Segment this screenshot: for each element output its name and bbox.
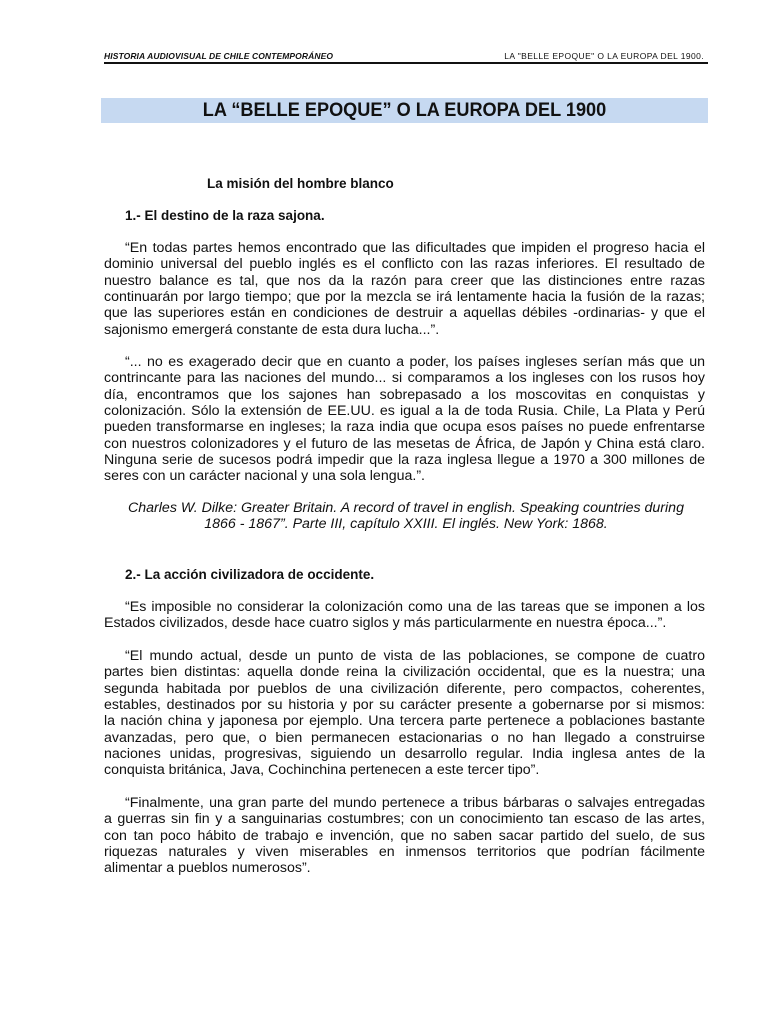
running-header — [104, 50, 708, 62]
header-rule — [104, 62, 708, 64]
text-line: “Finalmente, una gran parte del mundo pertenece a tribus bárbaras o salvajes entregadas — [125, 795, 705, 811]
text-line: naciones unidas, progresivas, siguiendo un desarrollo regular. India inglesa antes de la — [104, 746, 705, 763]
section-2-heading: 2.- La acción civilizadora de occidente. — [125, 567, 375, 582]
header-chapter-title: LA "BELLE EPOQUE" O LA EUROPA DEL 1900. — [504, 51, 704, 61]
text-line: riquezas naturales y viven miserables en inmensos territorios que podrían fácilmente — [104, 844, 705, 861]
section-1-citation — [104, 500, 708, 533]
text-line: estables, destinados por su historia y por su carácter presente a gobernarse por si mismos: — [104, 697, 705, 714]
text-line: “En todas partes hemos encontrado que las dificultades que impiden el progreso hacia el — [125, 240, 705, 256]
text-line: con tan poco hábito de trabajo e invención, que no saben sacar partido del suelo, de sus — [104, 827, 705, 844]
text-line: “... no es exagerado decir que en cuanto a poder, los países ingleses serían más que un — [125, 354, 705, 370]
text-line: partes bien distintas: aquella donde reina la civilización occidental, que es la nuestra; una — [104, 664, 705, 681]
text-line: día, encontramos que los sajones han sobrepasado a los moscovitas en conquistas y — [104, 386, 705, 403]
text-line: “Es imposible no considerar la colonización como una de las tareas que se imponen a los — [125, 599, 705, 615]
subtitle: La misión del hombre blanco — [207, 176, 394, 191]
section-2-paragraph-2 — [104, 648, 705, 779]
text-line: Estados civilizados, desde hace cuatro siglos y más particularmente en nuestra época...”. — [104, 615, 667, 632]
text-line: contrincante para las naciones del mundo... si comparamos a los ingleses con los rusos hoy — [104, 370, 705, 387]
text-line: alimentar a pueblos numerosos”. — [104, 860, 311, 877]
header-course-title: HISTORIA AUDIOVISUAL DE CHILE CONTEMPORÁNEO — [104, 51, 334, 61]
text-line: la nación china y japonesa por ejemplo. Una tercera parte pertenece a poblaciones bastante — [104, 713, 705, 730]
text-line: segunda habitada por pueblos de una civilización diferente, pero compactos, coherentes, — [104, 680, 705, 697]
citation-line: Charles W. Dilke: Greater Britain. A record of travel in english. Speaking countries during — [128, 500, 684, 516]
text-line: continuarán por largo tiempo; que por la mezcla se irá lentamente hacia la fusión de la razas; — [104, 289, 705, 306]
text-line: seres con un carácter nacional y una sola lengua.”. — [104, 468, 425, 485]
text-line: a guerras sin fin y a sanguinarias costumbres; con un conocimiento tan escaso de las artes, — [104, 811, 705, 828]
section-1-paragraph-2 — [104, 354, 705, 485]
text-line: Ninguna serie de sucesos podrá impedir que la raza inglesa llegue a 1970 a 300 millones de — [104, 452, 705, 469]
title-banner — [101, 98, 708, 123]
text-line: con nuestros colonizadores y el futuro de las mesetas de África, de Japón y China está claro. — [104, 435, 705, 452]
section-2-paragraph-1 — [104, 599, 705, 632]
text-line: “El mundo actual, desde un punto de vista de las poblaciones, se compone de cuatro — [125, 648, 705, 664]
text-line: conquista británica, Java, Cochinchina pertenecen a este tercer tipo”. — [104, 762, 540, 779]
text-line: sajonismo emergerá constante de esta dura lucha...”. — [104, 321, 440, 338]
text-line: que las superiores están en condiciones de destruir a aquellas débiles -ordinarias- y que el — [104, 305, 705, 322]
text-line: dominio universal del pueblo inglés es el conflicto con las razas inferiores. El resultado de — [104, 256, 705, 273]
page-title: LA “BELLE EPOQUE” O LA EUROPA DEL 1900 — [202, 99, 607, 121]
section-1-paragraph-1 — [104, 240, 705, 338]
text-line: avanzadas, pero que, o bien permanecen estacionarias o no han llegado a construirse — [104, 729, 705, 746]
citation-line: 1866 - 1867”. Parte III, capítulo XXIII. El inglés. New York: 1868. — [204, 516, 608, 533]
text-line: pueden transformarse en ingleses; la raza india que ocupa esos países no puede enfrentarse — [104, 419, 705, 436]
text-line: colonización. Sólo la extensión de EE.UU. es igual a la de toda Rusia. Chile, La Plata y Perú — [104, 403, 705, 420]
section-2-paragraph-3 — [104, 795, 705, 877]
text-line: nuestro balance es tal, que nos da la razón para creer que las distinciones entre razas — [104, 272, 705, 289]
section-1-heading: 1.- El destino de la raza sajona. — [125, 208, 325, 223]
